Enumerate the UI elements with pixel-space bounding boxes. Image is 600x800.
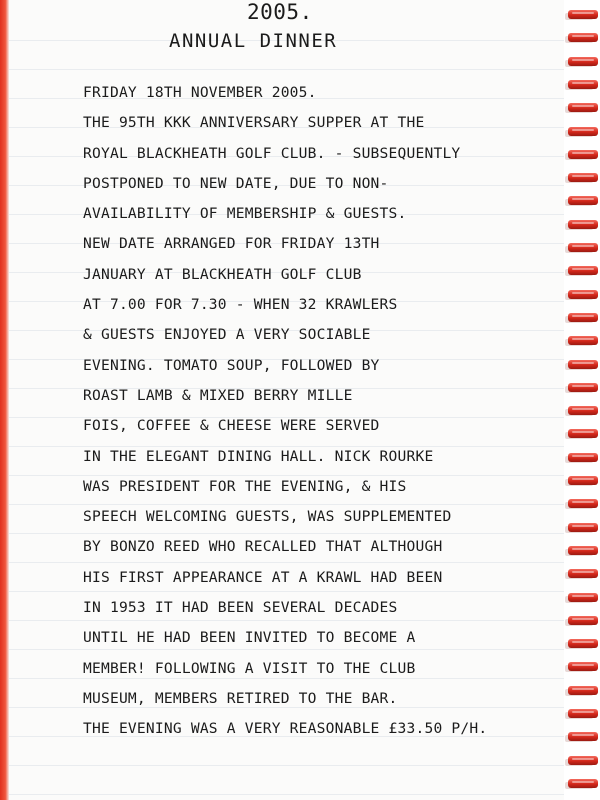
spiral-ring: [568, 756, 598, 765]
spiral-ring: [568, 593, 598, 602]
spiral-ring: [568, 290, 598, 299]
spiral-ring: [568, 709, 598, 718]
text-line: THE 95TH KKK ANNIVERSARY SUPPER AT THE: [83, 114, 425, 132]
spiral-ring: [568, 569, 598, 578]
spiral-binding: [564, 0, 600, 800]
spiral-ring: [568, 732, 598, 741]
spiral-ring: [568, 523, 598, 532]
spiral-ring: [568, 360, 598, 369]
text-line: HIS FIRST APPEARANCE AT A KRAWL HAD BEEN: [83, 568, 443, 586]
text-line: FRIDAY 18TH NOVEMBER 2005.: [83, 84, 317, 101]
spiral-ring: [568, 266, 598, 275]
text-line: BY BONZO REED WHO RECALLED THAT ALTHOUGH: [83, 538, 443, 556]
text-line: & GUESTS ENJOYED A VERY SOCIABLE: [83, 326, 371, 344]
spiral-ring: [568, 383, 598, 392]
spiral-ring: [568, 313, 598, 322]
text-line: IN 1953 IT HAD BEEN SEVERAL DECADES: [83, 599, 398, 617]
spiral-ring: [568, 546, 598, 555]
notebook-cover-edge: [0, 0, 9, 800]
spiral-ring: [568, 429, 598, 438]
spiral-ring: [568, 686, 598, 695]
spiral-ring: [568, 57, 598, 66]
text-line: IN THE ELEGANT DINING HALL. NICK ROURKE: [83, 447, 434, 465]
text-line: NEW DATE ARRANGED FOR FRIDAY 13TH: [83, 235, 380, 253]
spiral-ring: [568, 779, 598, 788]
spiral-ring: [568, 499, 598, 508]
spiral-ring: [568, 616, 598, 625]
spiral-ring: [568, 243, 598, 252]
spiral-ring: [568, 196, 598, 205]
spiral-ring: [568, 406, 598, 415]
page-title: ANNUAL DINNER: [169, 30, 338, 52]
text-line: THE EVENING WAS A VERY REASONABLE £33.50 P/H.: [83, 720, 488, 738]
text-line: WAS PRESIDENT FOR THE EVENING, & HIS: [83, 477, 407, 495]
text-line: MEMBER! FOLLOWING A VISIT TO THE CLUB: [83, 659, 416, 677]
page-year: 2005.: [247, 0, 313, 24]
text-line: AT 7.00 FOR 7.30 - WHEN 32 KRAWLERS: [83, 296, 398, 314]
text-line: ROAST LAMB & MIXED BERRY MILLE: [83, 386, 353, 404]
spiral-ring: [568, 173, 598, 182]
text-line: MUSEUM, MEMBERS RETIRED TO THE BAR.: [83, 689, 398, 707]
text-line: SPEECH WELCOMING GUESTS, WAS SUPPLEMENTED: [83, 508, 452, 526]
spiral-ring: [568, 220, 598, 229]
spiral-ring: [568, 662, 598, 671]
handwritten-body: [83, 78, 553, 745]
text-line: POSTPONED TO NEW DATE, DUE TO NON-: [83, 174, 389, 192]
spiral-ring: [568, 476, 598, 485]
text-line: FOIS, COFFEE & CHEESE WERE SERVED: [83, 417, 380, 435]
spiral-ring: [568, 103, 598, 112]
text-line: AVAILABILITY OF MEMBERSHIP & GUESTS.: [83, 205, 407, 223]
spiral-ring: [568, 10, 598, 19]
spiral-ring: [568, 80, 598, 89]
spiral-ring: [568, 639, 598, 648]
text-line: JANUARY AT BLACKHEATH GOLF CLUB: [83, 265, 362, 283]
spiral-ring: [568, 453, 598, 462]
spiral-ring: [568, 150, 598, 159]
spiral-ring: [568, 127, 598, 136]
text-line: UNTIL HE HAD BEEN INVITED TO BECOME A: [83, 629, 416, 647]
text-line: EVENING. TOMATO SOUP, FOLLOWED BY: [83, 356, 380, 374]
ruled-paper: [9, 0, 565, 800]
text-line: ROYAL BLACKHEATH GOLF CLUB. - SUBSEQUENTLY: [83, 144, 461, 162]
spiral-ring: [568, 336, 598, 345]
spiral-ring: [568, 33, 598, 42]
